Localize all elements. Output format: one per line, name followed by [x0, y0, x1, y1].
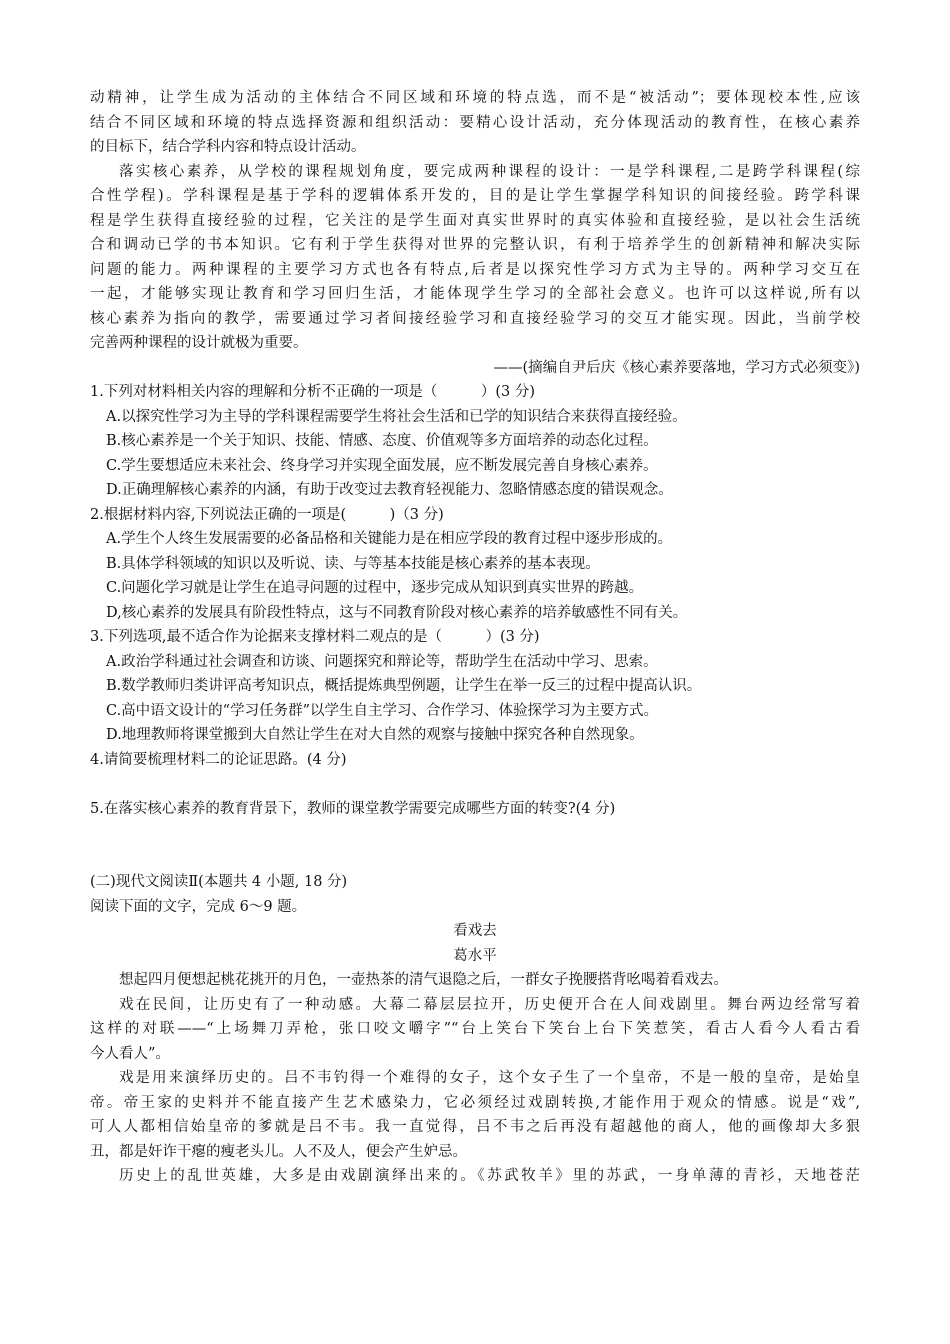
question-3 — [90, 625, 860, 748]
question-option: B.核心素养是一个关于知识、技能、情感、态度、价值观等多方面培养的动态化过程。 — [106, 433, 658, 449]
text-line: 完善两种课程的设计就极为重要。 — [90, 335, 308, 351]
text-line: 想起四月便想起桃花挑开的月色，一壶热茶的清气退隐之后，一群女子挽腰搭背吆喝着看戏去。 — [119, 972, 728, 988]
question-option: D,核心素养的发展具有阶段性特点，这与不同教育阶段对核心素养的培养敏感性不同有关。 — [106, 604, 688, 621]
text-line: 的目标下，结合学科内容和特点设计活动。 — [90, 139, 366, 155]
text-line: 结合不同区域和环境的特点选择资源和组织活动：要精心设计活动，充分体现活动的教育性，在核心素养 — [90, 114, 860, 131]
question-option: A.以探究性学习为主导的学科课程需要学生将社会生活和已学的知识结合来获得直接经验。 — [106, 408, 687, 425]
question-option: B.数学教师归类讲评高考知识点，概括提炼典型例题，让学生在举一反三的过程中提高认识。 — [106, 678, 702, 694]
text-line: 合性学程)。学科课程是基于学科的逻辑体系开发的，目的是让学生掌握学科知识的间接经验。跨学科课 — [90, 188, 860, 204]
paragraph-courses — [90, 160, 860, 356]
document-page — [90, 86, 860, 1189]
text-line: 动精神，让学生成为活动的主体结合不同区域和环境的特点选，而不是“被活动”；要体现校本性,应该 — [90, 90, 860, 106]
question-1 — [90, 380, 860, 503]
question-option: D.地理教师将课堂搬到大自然让学生在对大自然的观察与接触中探究各种自然现象。 — [106, 727, 644, 743]
question-option: C.学生要想适应未来社会、终身学习并实现全面发展，应不断发展完善自身核心素养。 — [106, 457, 658, 474]
question-option: A.学生个人终生发展需要的必备品格和关键能力是在相应学段的教育过程中逐步形成的。 — [106, 531, 673, 547]
answer-space — [90, 846, 860, 871]
text-line: 历史上的乱世英雄，大多是由戏剧演绎出来的。《苏武牧羊》里的苏武，一身单薄的青衫，天地苍茫 — [119, 1168, 860, 1184]
passage-tail — [90, 86, 860, 160]
answer-space — [90, 821, 860, 846]
text-line: 程是学生获得直接经验的过程，它关注的是学生面对真实世界时的真实体验和直接经验，是以社会生活统 — [90, 212, 860, 229]
question-stem: 3.下列选项,最不适合作为论据来支撑材料二观点的是（ ）(3 分) — [90, 629, 540, 645]
text-line: 这样的对联——“上场舞刀弄枪，张口咬文嚼字”“台上笑台下笑台上台下笑惹笑，看古人看今人看古看 — [90, 1021, 860, 1037]
question-option: C.高中语文设计的“学习任务群”以学生自主学习、合作学习、体验探学习为主要方式。 — [106, 702, 659, 719]
section-2 — [90, 870, 860, 1189]
text-line: 可人人都相信始皇帝的爹就是吕不韦。我一直觉得，吕不韦之后再没有超越他的商人，他的画像却大多狠 — [90, 1119, 860, 1135]
text-line: 问题的能力。两种课程的主要学习方式也各有特点,后者是以探究性学习方式为主导的。两种学习交互在 — [90, 261, 860, 278]
question-4: 4.请简要梳理材料二的论证思路。(4 分) — [90, 751, 347, 768]
text-line: 落实核心素养，从学校的课程规划角度，要完成两种课程的设计：一是学科课程,二是跨学科课程(综 — [119, 163, 860, 180]
article-title: 看戏去 — [453, 923, 497, 939]
text-line: 丑，都是奸诈干瘪的瘦老头儿。人不及人，便会产生妒忌。 — [90, 1143, 467, 1160]
question-option: C.问题化学习就是让学生在追寻问题的过程中，逐步完成从知识到真实世界的跨越。 — [106, 580, 644, 596]
question-stem: 2.根据材料内容,下列说法正确的一项是( )（3 分) — [90, 506, 444, 523]
section-header: (二)现代文阅读Ⅱ(本题共 4 小题, 18 分) — [90, 874, 348, 890]
text-line: 合和调动已学的书本知识。它有利于学生获得对世界的完整认识，有利于培养学生的创新精神和解决实际 — [90, 237, 860, 253]
question-5: 5.在落实核心素养的教育背景下，教师的课堂教学需要完成哪些方面的转变?(4 分) — [90, 800, 616, 817]
text-line: 核心素养为指向的教学，需要通过学习者间接经验学习和直接经验学习的交互才能实现。因此，当前学校 — [90, 310, 860, 327]
text-line: 帝。帝王家的史料并不能直接产生艺术感染力，它必须经过戏剧转换,才能作用于观众的情感。说是“戏”, — [90, 1094, 860, 1111]
question-option: A.政治学科通过社会调查和访谈、问题探究和辩论等，帮助学生在活动中学习、思索。 — [106, 653, 658, 670]
text-line: 戏是用来演绎历史的。吕不韦钓得一个难得的女子，这个女子生了一个皇帝，不是一般的皇帝，是始皇 — [119, 1070, 860, 1086]
text-line: 今人看人”。 — [90, 1045, 170, 1062]
text-line: 戏在民间，让历史有了一种动感。大幕二幕层层拉开，历史便开合在人间戏剧里。舞台两边经常写着 — [119, 996, 860, 1013]
answer-space — [90, 772, 860, 797]
question-option: B.具体学科领域的知识以及听说、读、与等基本技能是核心素养的基本表现。 — [106, 555, 600, 572]
question-stem: 1.下列对材料相关内容的理解和分析不正确的一项是（ ）(3 分) — [90, 384, 535, 400]
question-option: D.正确理解核心素养的内涵，有助于改变过去教育轻视能力、忽略情感态度的错误观念。 — [106, 482, 673, 498]
section-instruction: 阅读下面的文字，完成 6～9 题。 — [90, 898, 307, 915]
question-2 — [90, 503, 860, 626]
text-line: 一起，才能够实现让教育和学习回归生活，才能体现学生学习的全部社会意义。也许可以这样说,所有以 — [90, 286, 860, 302]
source-citation: ——(摘编自尹后庆《核心素养要落地，学习方式必须变》) — [493, 359, 860, 376]
article-author: 葛水平 — [453, 947, 497, 964]
